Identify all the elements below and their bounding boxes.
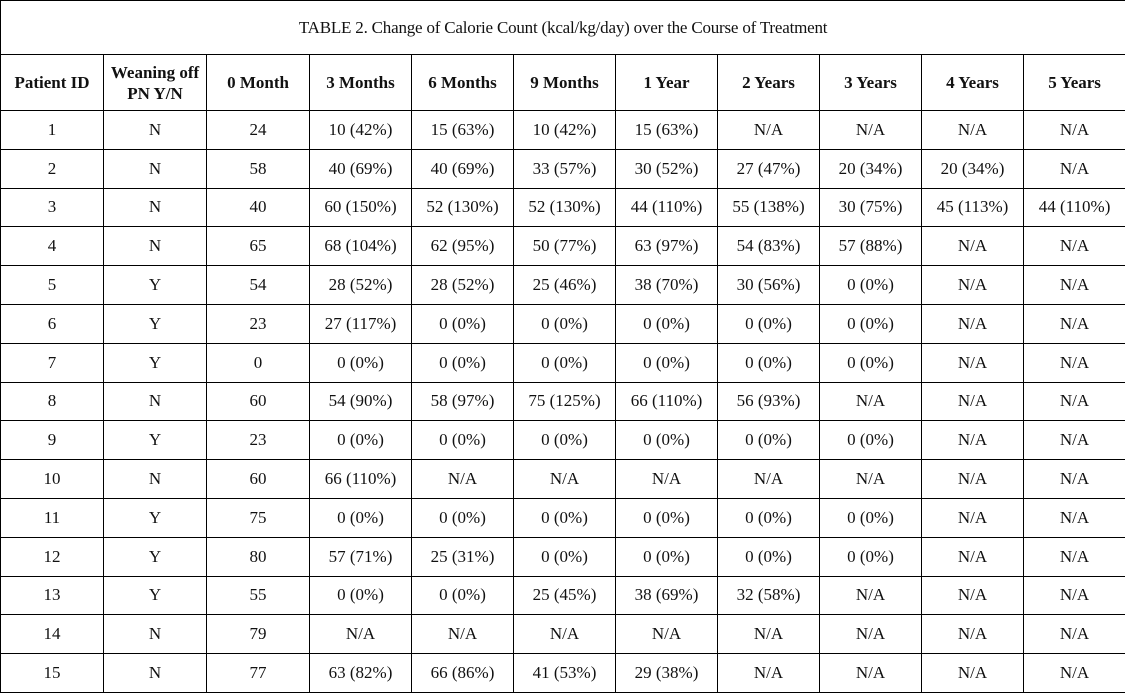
table-cell-9-months: 33 (57%) — [514, 149, 616, 188]
table-cell-9-months: 25 (46%) — [514, 266, 616, 305]
table-cell-patient-id: 4 — [1, 227, 104, 266]
table-cell-0-month: 23 — [207, 304, 310, 343]
table-cell-3-years: N/A — [820, 615, 922, 654]
column-header-patient-id — [1, 55, 104, 111]
table-cell-2-years: 56 (93%) — [718, 382, 820, 421]
table-cell-0-month: 65 — [207, 227, 310, 266]
table-cell-4-years: N/A — [922, 421, 1024, 460]
table-cell-weaning-off-pn: N — [104, 615, 207, 654]
table-cell-6-months: N/A — [412, 460, 514, 499]
table-cell-patient-id: 12 — [1, 537, 104, 576]
column-header-line: 3 Years — [844, 73, 897, 92]
table-row — [1, 266, 1125, 305]
table-cell-patient-id: 8 — [1, 382, 104, 421]
table-cell-4-years: N/A — [922, 304, 1024, 343]
table-cell-patient-id: 11 — [1, 498, 104, 537]
table-cell-5-years: N/A — [1024, 615, 1125, 654]
table-cell-4-years: N/A — [922, 576, 1024, 615]
table-cell-3-months: 40 (69%) — [310, 149, 412, 188]
table-cell-5-years: N/A — [1024, 227, 1125, 266]
table-cell-3-years: 0 (0%) — [820, 498, 922, 537]
column-header-6-months — [412, 55, 514, 111]
table-cell-4-years: N/A — [922, 615, 1024, 654]
table-cell-1-year: 63 (97%) — [616, 227, 718, 266]
table-cell-3-years: 20 (34%) — [820, 149, 922, 188]
table-row — [1, 421, 1125, 460]
column-header-line: 0 Month — [227, 73, 289, 92]
table-cell-patient-id: 13 — [1, 576, 104, 615]
table-cell-4-years: N/A — [922, 537, 1024, 576]
table-cell-6-months: 66 (86%) — [412, 654, 514, 693]
column-header-line: 5 Years — [1048, 73, 1101, 92]
table-cell-1-year: N/A — [616, 615, 718, 654]
table-row — [1, 343, 1125, 382]
table-cell-5-years: N/A — [1024, 537, 1125, 576]
table-cell-0-month: 40 — [207, 188, 310, 227]
column-header-line: 3 Months — [326, 73, 394, 92]
table-cell-0-month: 80 — [207, 537, 310, 576]
table-cell-3-months: 0 (0%) — [310, 343, 412, 382]
column-header-line: 6 Months — [428, 73, 496, 92]
table-row — [1, 304, 1125, 343]
table-cell-3-months: 68 (104%) — [310, 227, 412, 266]
table-cell-9-months: N/A — [514, 615, 616, 654]
table-cell-5-years: N/A — [1024, 498, 1125, 537]
column-header-line: PN Y/N — [127, 84, 183, 103]
column-header-3-months — [310, 55, 412, 111]
table-cell-1-year: N/A — [616, 460, 718, 499]
table-cell-6-months: 0 (0%) — [412, 343, 514, 382]
table-cell-weaning-off-pn: Y — [104, 537, 207, 576]
table-cell-patient-id: 6 — [1, 304, 104, 343]
table-cell-5-years: 44 (110%) — [1024, 188, 1125, 227]
table-cell-2-years: 32 (58%) — [718, 576, 820, 615]
column-header-4-years — [922, 55, 1024, 111]
table-cell-3-years: N/A — [820, 382, 922, 421]
table-cell-1-year: 0 (0%) — [616, 537, 718, 576]
table-cell-6-months: N/A — [412, 615, 514, 654]
table-cell-5-years: N/A — [1024, 576, 1125, 615]
table-cell-3-months: 10 (42%) — [310, 111, 412, 150]
table-row — [1, 382, 1125, 421]
table-cell-weaning-off-pn: N — [104, 111, 207, 150]
table-row — [1, 460, 1125, 499]
table-cell-9-months: 10 (42%) — [514, 111, 616, 150]
table-cell-4-years: N/A — [922, 498, 1024, 537]
table-cell-weaning-off-pn: N — [104, 654, 207, 693]
table-cell-3-months: N/A — [310, 615, 412, 654]
column-header-5-years — [1024, 55, 1125, 111]
table-cell-4-years: N/A — [922, 266, 1024, 305]
table-cell-3-years: N/A — [820, 654, 922, 693]
table-cell-5-years: N/A — [1024, 343, 1125, 382]
table-cell-3-years: 30 (75%) — [820, 188, 922, 227]
table-cell-6-months: 15 (63%) — [412, 111, 514, 150]
table-cell-4-years: N/A — [922, 227, 1024, 266]
table-cell-3-months: 63 (82%) — [310, 654, 412, 693]
table-cell-1-year: 38 (69%) — [616, 576, 718, 615]
table-cell-3-years: 0 (0%) — [820, 304, 922, 343]
table-cell-5-years: N/A — [1024, 460, 1125, 499]
table-cell-9-months: N/A — [514, 460, 616, 499]
table-cell-2-years: 54 (83%) — [718, 227, 820, 266]
title-row — [1, 1, 1125, 55]
table-cell-1-year: 38 (70%) — [616, 266, 718, 305]
table-cell-0-month: 55 — [207, 576, 310, 615]
table-cell-patient-id: 10 — [1, 460, 104, 499]
table-cell-3-years: 0 (0%) — [820, 537, 922, 576]
table-cell-3-months: 28 (52%) — [310, 266, 412, 305]
column-header-weaning-off-pn — [104, 55, 207, 111]
column-header-2-years — [718, 55, 820, 111]
table-cell-patient-id: 7 — [1, 343, 104, 382]
table-cell-2-years: 0 (0%) — [718, 537, 820, 576]
table-cell-9-months: 75 (125%) — [514, 382, 616, 421]
table-cell-patient-id: 14 — [1, 615, 104, 654]
table-cell-6-months: 0 (0%) — [412, 421, 514, 460]
column-header-line: 2 Years — [742, 73, 795, 92]
table-cell-2-years: 0 (0%) — [718, 498, 820, 537]
table-cell-0-month: 79 — [207, 615, 310, 654]
table-cell-weaning-off-pn: Y — [104, 304, 207, 343]
table-cell-2-years: 0 (0%) — [718, 343, 820, 382]
table-cell-2-years: 55 (138%) — [718, 188, 820, 227]
table-cell-patient-id: 15 — [1, 654, 104, 693]
table-row — [1, 188, 1125, 227]
table-cell-4-years: N/A — [922, 460, 1024, 499]
table-cell-5-years: N/A — [1024, 654, 1125, 693]
table-cell-1-year: 0 (0%) — [616, 498, 718, 537]
table-cell-3-months: 0 (0%) — [310, 576, 412, 615]
table-cell-6-months: 40 (69%) — [412, 149, 514, 188]
table-cell-3-months: 66 (110%) — [310, 460, 412, 499]
table-row — [1, 498, 1125, 537]
table-cell-6-months: 58 (97%) — [412, 382, 514, 421]
table-cell-3-months: 27 (117%) — [310, 304, 412, 343]
table-cell-patient-id: 3 — [1, 188, 104, 227]
table-cell-1-year: 15 (63%) — [616, 111, 718, 150]
table-cell-weaning-off-pn: N — [104, 460, 207, 499]
table-cell-2-years: N/A — [718, 111, 820, 150]
table-cell-6-months: 0 (0%) — [412, 576, 514, 615]
table-cell-weaning-off-pn: N — [104, 382, 207, 421]
table-body — [1, 111, 1125, 693]
table-cell-5-years: N/A — [1024, 266, 1125, 305]
table-cell-weaning-off-pn: Y — [104, 343, 207, 382]
table-cell-3-years: N/A — [820, 460, 922, 499]
table-cell-0-month: 77 — [207, 654, 310, 693]
table-cell-weaning-off-pn: N — [104, 149, 207, 188]
table-cell-3-months: 0 (0%) — [310, 421, 412, 460]
header-row — [1, 55, 1125, 111]
table-cell-6-months: 28 (52%) — [412, 266, 514, 305]
table-cell-weaning-off-pn: Y — [104, 421, 207, 460]
table-cell-3-years: N/A — [820, 111, 922, 150]
table-cell-patient-id: 9 — [1, 421, 104, 460]
column-header-line: 1 Year — [643, 73, 689, 92]
table-cell-0-month: 23 — [207, 421, 310, 460]
table-cell-1-year: 0 (0%) — [616, 421, 718, 460]
table-cell-4-years: N/A — [922, 382, 1024, 421]
table-cell-0-month: 54 — [207, 266, 310, 305]
table-cell-3-years: 0 (0%) — [820, 421, 922, 460]
table-cell-weaning-off-pn: Y — [104, 576, 207, 615]
table-cell-9-months: 0 (0%) — [514, 537, 616, 576]
table-cell-1-year: 0 (0%) — [616, 304, 718, 343]
table-cell-0-month: 58 — [207, 149, 310, 188]
table-cell-3-years: 57 (88%) — [820, 227, 922, 266]
column-header-line: Weaning off — [111, 63, 199, 82]
table-cell-0-month: 24 — [207, 111, 310, 150]
table-cell-3-months: 60 (150%) — [310, 188, 412, 227]
table-cell-patient-id: 1 — [1, 111, 104, 150]
table-cell-weaning-off-pn: Y — [104, 266, 207, 305]
table-cell-6-months: 62 (95%) — [412, 227, 514, 266]
table-cell-3-months: 0 (0%) — [310, 498, 412, 537]
table-cell-6-months: 0 (0%) — [412, 304, 514, 343]
table-cell-9-months: 52 (130%) — [514, 188, 616, 227]
table-row — [1, 227, 1125, 266]
table-cell-1-year: 30 (52%) — [616, 149, 718, 188]
table-cell-2-years: N/A — [718, 615, 820, 654]
table-row — [1, 149, 1125, 188]
table-cell-2-years: 0 (0%) — [718, 421, 820, 460]
table-row — [1, 615, 1125, 654]
table-cell-weaning-off-pn: N — [104, 227, 207, 266]
table-cell-4-years: N/A — [922, 654, 1024, 693]
table-cell-1-year: 66 (110%) — [616, 382, 718, 421]
table-cell-4-years: 20 (34%) — [922, 149, 1024, 188]
table-cell-patient-id: 2 — [1, 149, 104, 188]
table-cell-4-years: N/A — [922, 343, 1024, 382]
column-header-1-year — [616, 55, 718, 111]
column-header-3-years — [820, 55, 922, 111]
table-cell-5-years: N/A — [1024, 111, 1125, 150]
table-cell-0-month: 75 — [207, 498, 310, 537]
table-cell-0-month: 60 — [207, 460, 310, 499]
table-cell-0-month: 60 — [207, 382, 310, 421]
table-row — [1, 654, 1125, 693]
column-header-line: Patient ID — [14, 73, 89, 92]
table-cell-3-years: 0 (0%) — [820, 266, 922, 305]
table-cell-5-years: N/A — [1024, 149, 1125, 188]
table-cell-6-months: 0 (0%) — [412, 498, 514, 537]
table-cell-6-months: 52 (130%) — [412, 188, 514, 227]
table-cell-weaning-off-pn: Y — [104, 498, 207, 537]
table-cell-3-years: 0 (0%) — [820, 343, 922, 382]
table-cell-3-years: N/A — [820, 576, 922, 615]
table-cell-1-year: 44 (110%) — [616, 188, 718, 227]
table-row — [1, 111, 1125, 150]
column-header-line: 4 Years — [946, 73, 999, 92]
table-cell-2-years: N/A — [718, 460, 820, 499]
table-row — [1, 576, 1125, 615]
table-cell-9-months: 0 (0%) — [514, 304, 616, 343]
table-cell-2-years: N/A — [718, 654, 820, 693]
table-cell-5-years: N/A — [1024, 421, 1125, 460]
table-cell-3-months: 54 (90%) — [310, 382, 412, 421]
table-cell-9-months: 0 (0%) — [514, 421, 616, 460]
table-cell-4-years: N/A — [922, 111, 1024, 150]
column-header-line: 9 Months — [530, 73, 598, 92]
table-cell-3-months: 57 (71%) — [310, 537, 412, 576]
table-cell-4-years: 45 (113%) — [922, 188, 1024, 227]
table-row — [1, 537, 1125, 576]
column-header-9-months — [514, 55, 616, 111]
table-cell-1-year: 0 (0%) — [616, 343, 718, 382]
table-cell-weaning-off-pn: N — [104, 188, 207, 227]
column-header-0-month — [207, 55, 310, 111]
table-cell-2-years: 0 (0%) — [718, 304, 820, 343]
table-cell-2-years: 27 (47%) — [718, 149, 820, 188]
table-title: TABLE 2. Change of Calorie Count (kcal/kg/day) over the Course of Treatment — [1, 1, 1125, 55]
table-cell-0-month: 0 — [207, 343, 310, 382]
table-cell-9-months: 0 (0%) — [514, 343, 616, 382]
table-cell-9-months: 50 (77%) — [514, 227, 616, 266]
table-cell-9-months: 25 (45%) — [514, 576, 616, 615]
table-cell-2-years: 30 (56%) — [718, 266, 820, 305]
table-cell-9-months: 41 (53%) — [514, 654, 616, 693]
table-cell-5-years: N/A — [1024, 382, 1125, 421]
table-cell-9-months: 0 (0%) — [514, 498, 616, 537]
table-cell-6-months: 25 (31%) — [412, 537, 514, 576]
table-cell-5-years: N/A — [1024, 304, 1125, 343]
table-cell-1-year: 29 (38%) — [616, 654, 718, 693]
table-cell-patient-id: 5 — [1, 266, 104, 305]
